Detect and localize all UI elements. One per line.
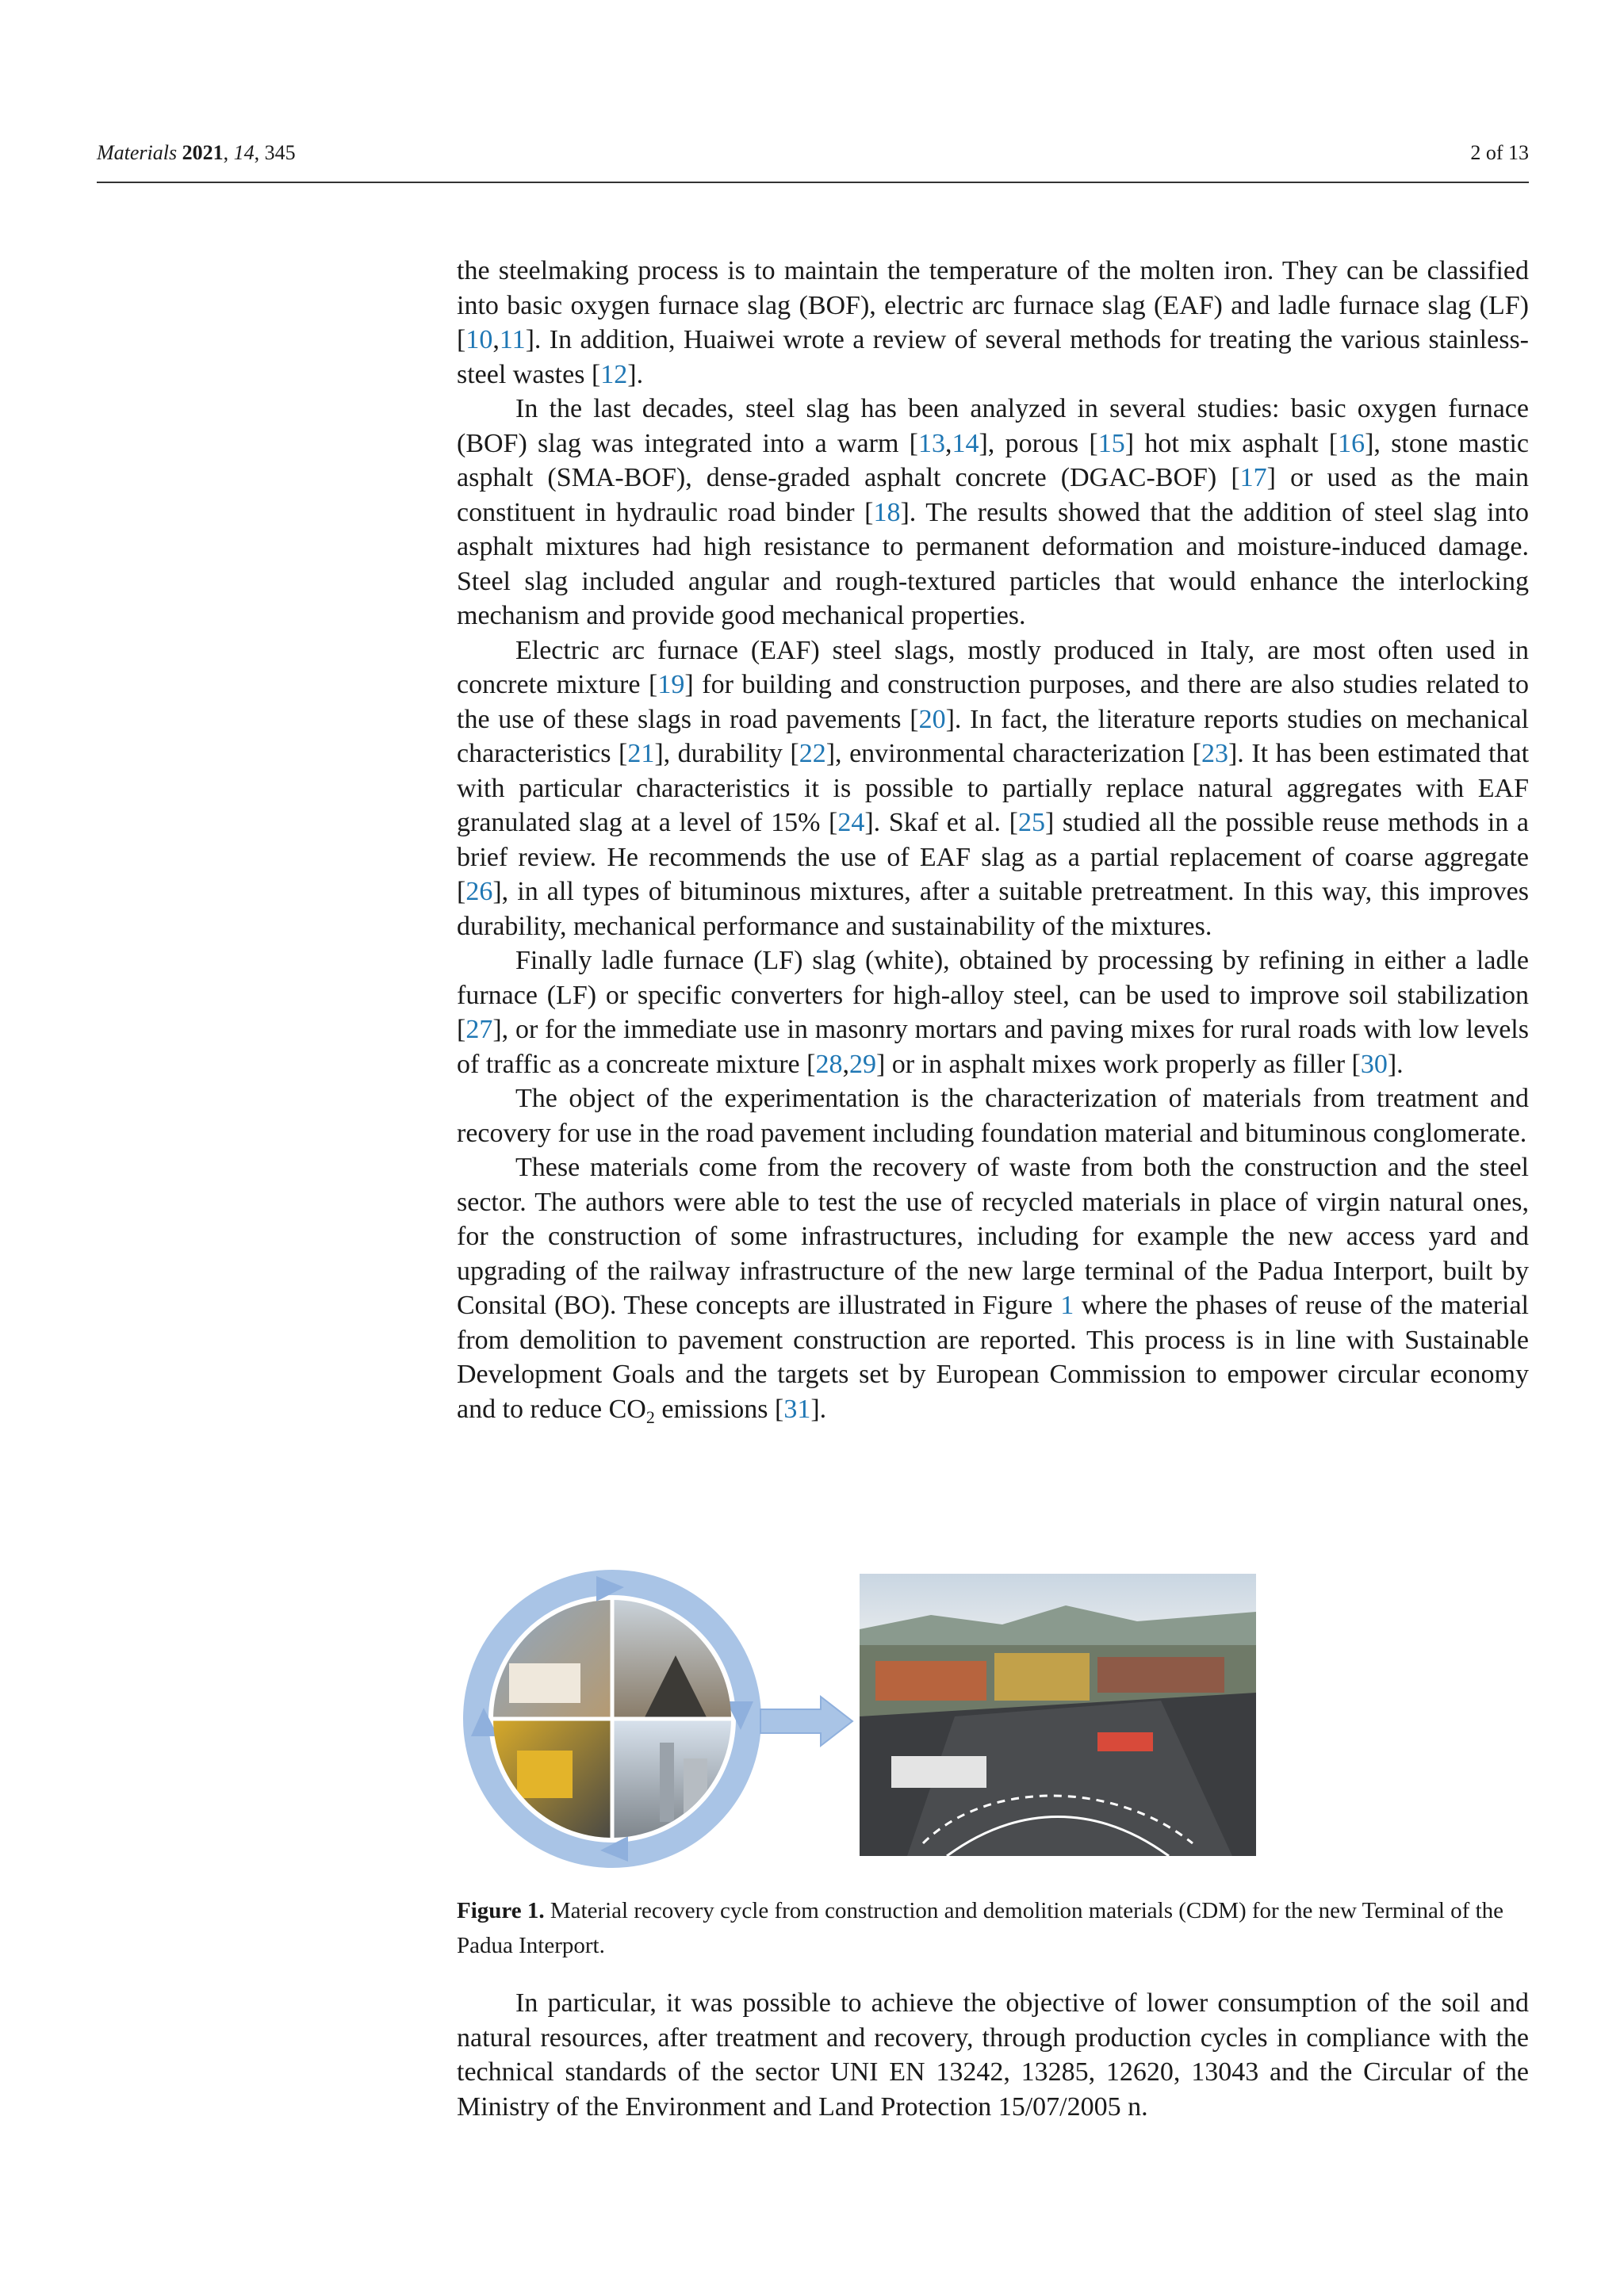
citation-27[interactable]: 27 <box>465 1015 493 1044</box>
citation-17[interactable]: 17 <box>1239 463 1267 492</box>
journal-volume: 14 <box>233 141 255 164</box>
journal-name: Materials <box>97 141 178 164</box>
citation-21[interactable]: 21 <box>627 739 655 768</box>
citation-30[interactable]: 30 <box>1360 1049 1388 1079</box>
citation-13[interactable]: 13 <box>917 428 945 458</box>
paragraph-1: the steelmaking process is to maintain the temperature of the molten iron. They can be classified into basic oxygen furnace slag (BOF), electric arc furnace slag (EAF) and ladle furnace slag (LF) [10,11]. In addition, Huaiwei wrote a review of several methods for treating the various stainless-steel wastes [12]. <box>457 256 1529 389</box>
citation-12[interactable]: 12 <box>600 359 628 389</box>
right-arrow-icon <box>757 1693 856 1749</box>
text-run: ]. <box>1387 1049 1404 1079</box>
citation-25[interactable]: 25 <box>1017 808 1045 837</box>
body-text-after-figure <box>457 1986 1529 2124</box>
citation-26[interactable]: 26 <box>465 877 493 906</box>
text-run: ] hot mix asphalt [ <box>1124 428 1339 458</box>
text-run: ] or used as the main constituent in hydraulic road binder [ <box>457 463 1529 527</box>
text-run: ]. The results showed that the addition of steel slag into asphalt mixtures had high resistance to permanent deformation and moisture-induced damage. Steel slag included angular and rough-textured particles that would enhance the interlocking mechanism and provide good mechanical properties. <box>457 497 1530 630</box>
text-run: emissions [ <box>654 1394 784 1424</box>
text-run: ]. <box>810 1394 827 1424</box>
text-run: ], stone mastic asphalt (SMA-BOF), dense-graded asphalt concrete (DGAC-BOF) [ <box>457 428 1529 492</box>
figure-label: Figure 1. <box>457 1898 545 1923</box>
citation-22[interactable]: 22 <box>799 739 826 768</box>
text-run: ], durability [ <box>654 739 799 768</box>
text-run: the steelmaking process is to maintain the temperature of the molten iron. They can be classified into basic oxygen furnace slag (BOF), electric arc furnace slag (EAF) and ladle furnace slag (LF) [ <box>457 256 1529 354</box>
citation-23[interactable]: 23 <box>1201 739 1228 768</box>
interport-terminal-photo <box>860 1574 1256 1856</box>
paragraph-2: In the last decades, steel slag has been analyzed in several studies: basic oxygen furnace (BOF) slag was integrated into a warm [13,14], porous [15] hot mix asphalt [16], stone mastic asphalt (SMA-BOF), dense-graded asphalt concrete (DGAC-BOF) [17] or used as the main constituent in hydraulic road binder [18]. The results showed that the addition of steel slag into asphalt mixtures had high resistance to permanent deformation and moisture-induced damage. Steel slag included angular and rough-textured particles that would enhance the interlocking mechanism and provide good mechanical properties. <box>457 394 1530 630</box>
text-run: Finally ladle furnace (LF) slag (white), obtained by processing by refining in either a ladle furnace (LF) or specific converters for high-alloy steel, can be used to improve soil stabilization [ <box>457 946 1529 1044</box>
citation-11[interactable]: 11 <box>499 325 526 354</box>
text-run: ], environmental characterization [ <box>825 739 1201 768</box>
paragraph-6 <box>457 1150 1529 1426</box>
text-run: ] studied all the possible reuse methods in a brief review. He recommends the use of EAF slag as a partial replacement of coarse aggregate [ <box>457 808 1529 906</box>
text-run: ]. In fact, the literature reports studies on mechanical characteristics [ <box>457 704 1529 768</box>
citation-19[interactable]: 19 <box>657 670 685 699</box>
article-number: 345 <box>264 141 296 164</box>
page-header <box>97 141 1529 173</box>
figure-1-link[interactable]: 1 <box>1060 1291 1074 1320</box>
text-run: ], or for the immediate use in masonry mortars and paving mixes for rural roads with low levels of traffic as a concreate mixture [ <box>457 1015 1529 1079</box>
citation-16[interactable]: 16 <box>1338 428 1365 458</box>
figure-caption-text: Material recovery cycle from construction and demolition materials (CDM) for the new Terminal of the Padua Interport. <box>457 1898 1504 1958</box>
text-run: In the last decades, steel slag has been analyzed in several studies: basic oxygen furnace (BOF) slag was integrated into a warm [ <box>457 394 1529 458</box>
paragraph-7: In particular, it was possible to achieve the objective of lower consumption of the soil and natural resources, after treatment and recovery, through production cycles in compliance with the technical standards of the sector UNI EN 13242, 13285, 12620, 13043 and the Circular of the Ministry of the Environment and Land Protection 15/07/2005 n. <box>457 1988 1529 2122</box>
journal-year: 2021 <box>182 141 224 164</box>
paragraph-3 <box>457 633 1529 944</box>
subscript-2: 2 <box>645 1406 655 1427</box>
body-text <box>457 254 1529 1426</box>
header-rule <box>97 182 1529 183</box>
text-run: ]. In addition, Huaiwei wrote a review of several methods for treating the various stainless-steel wastes [ <box>457 325 1529 389</box>
citation-31[interactable]: 31 <box>783 1394 811 1424</box>
citation-18[interactable]: 18 <box>873 497 901 527</box>
citation-15[interactable]: 15 <box>1097 428 1125 458</box>
recovery-cycle-diagram <box>462 1568 763 1869</box>
page-number: 2 of 13 <box>1470 141 1529 164</box>
citation-10[interactable]: 10 <box>465 325 493 354</box>
figure-caption <box>457 1893 1529 1963</box>
text-run: ]. Skaf et al. [ <box>864 808 1018 837</box>
text-run: ] for building and construction purposes, and there are also studies related to the use of these slags in road pavements [ <box>457 670 1529 734</box>
text-run: ], porous [ <box>979 428 1098 458</box>
citation-29[interactable]: 29 <box>848 1049 876 1079</box>
citation-14[interactable]: 14 <box>952 428 979 458</box>
text-run: ] or in asphalt mixes work properly as filler [ <box>875 1049 1361 1079</box>
paragraph-4: Finally ladle furnace (LF) slag (white), obtained by processing by refining in either a ladle furnace (LF) or specific converters for high-alloy steel, can be used to improve soil stabilization [27], or for the immediate use in masonry mortars and paving mixes for rural roads with low levels of traffic as a concreate mixture [28,29] or in asphalt mixes work properly as filler [30]. <box>457 946 1529 1079</box>
journal-citation: Materials 2021, 14, 345 <box>97 141 296 164</box>
citation-28[interactable]: 28 <box>815 1049 843 1079</box>
citation-20[interactable]: 20 <box>918 704 946 734</box>
paragraph-5: The object of the experimentation is the characterization of materials from treatment and recovery for use in the road pavement including foundation material and bituminous conglomerate. <box>457 1084 1529 1148</box>
text-run: Electric arc furnace (EAF) steel slags, mostly produced in Italy, are most often used in concrete mixture [ <box>457 635 1529 699</box>
text-run: These materials come from the recovery of waste from both the construction and the steel sector. The authors were able to test the use of recycled materials in place of virgin natural ones, for the construction of some infrastructures, including for example the new access yard and upgrading of the railway infrastructure of the new large terminal of the Padua Interport, built by Consital (BO). These concepts are illustrated in Figure <box>457 1153 1529 1320</box>
text-run: ]. It has been estimated that with particular characteristics it is possible to partially replace natural aggregates with EAF granulated slag at a level of 15% [ <box>457 739 1530 837</box>
text-run: ], in all types of bituminous mixtures, after a suitable pretreatment. In this way, this improves durability, mechanical performance and sustainability of the mixtures. <box>457 877 1529 941</box>
text-run: where the phases of reuse of the material from demolition to pavement construction are reported. This process is in line with Sustainable Development Goals and the targets set by European Commission to empower circular economy and to reduce CO <box>457 1291 1529 1424</box>
text-run: ]. <box>627 359 644 389</box>
citation-24[interactable]: 24 <box>837 808 865 837</box>
